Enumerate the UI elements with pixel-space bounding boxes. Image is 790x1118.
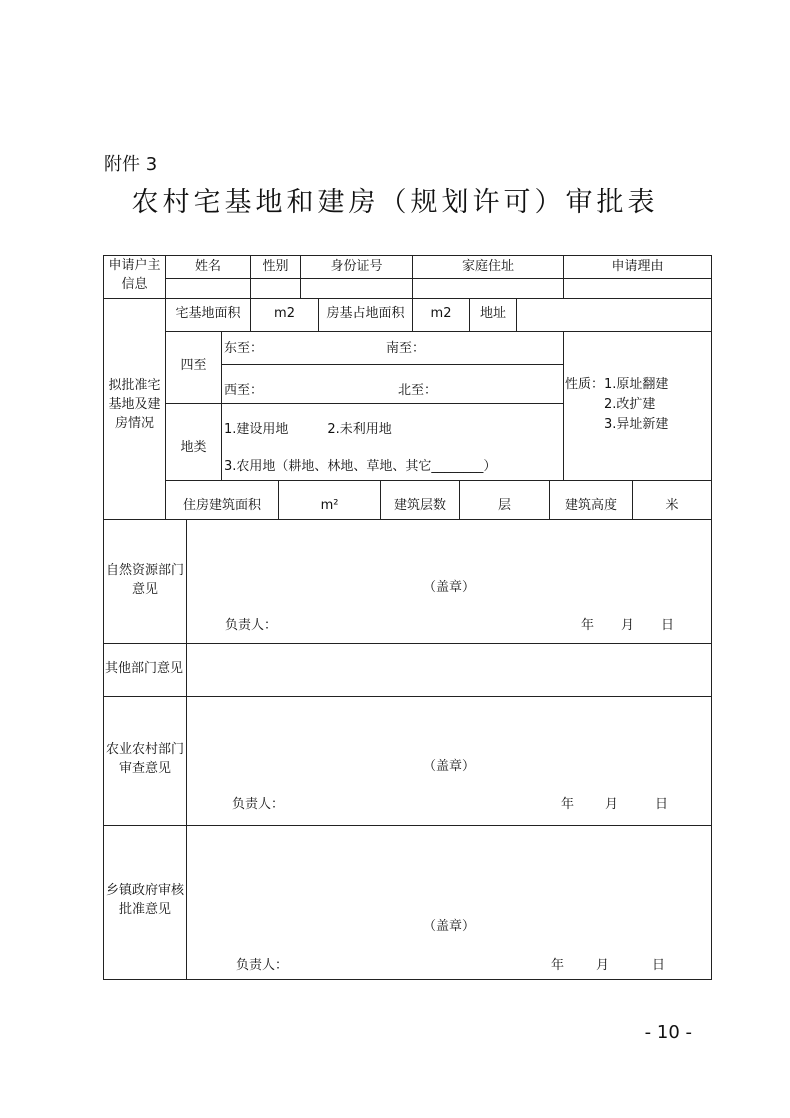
address-label: 地址 xyxy=(479,306,506,321)
date-day: 日 xyxy=(652,958,666,973)
reason-input[interactable] xyxy=(564,279,711,298)
homestead-area-label: 宅基地面积 xyxy=(175,306,241,321)
page-title: 农村宅基地和建房（规划许可）审批表 xyxy=(131,187,659,218)
attachment-label: 附件 3 xyxy=(104,154,158,175)
home-address-input[interactable] xyxy=(413,279,563,298)
col-name: 姓名 xyxy=(194,259,221,274)
seal-label: （盖章） xyxy=(423,759,476,774)
seal-label: （盖章） xyxy=(423,919,476,934)
footprint-label: 房基占地面积 xyxy=(326,306,405,321)
date-year: 年 xyxy=(581,618,595,633)
date-month: 月 xyxy=(621,618,635,633)
footprint-unit: m2 xyxy=(430,306,452,321)
site-section-label: 拟批准宅基地及建房情况 xyxy=(108,378,161,431)
col-reason: 申请理由 xyxy=(611,259,664,274)
township-opinion-label: 乡镇政府审核批准意见 xyxy=(105,883,184,917)
date-month: 月 xyxy=(596,958,610,973)
other-departments-label: 其他部门意见 xyxy=(105,661,184,676)
land-type-label: 地类 xyxy=(180,440,207,455)
east-boundary: 东至： xyxy=(224,341,264,356)
page-number: - 10 - xyxy=(644,1022,692,1043)
nature-label: 性质： xyxy=(565,377,605,392)
nature-option-1: 1.原址翻建 xyxy=(604,377,669,392)
col-id-number: 身份证号 xyxy=(330,259,383,274)
floors-label: 建筑层数 xyxy=(393,498,446,513)
land-type-line-2: 3.农用地（耕地、林地、草地、其它________） xyxy=(224,459,497,474)
gender-input[interactable] xyxy=(251,279,300,298)
boundaries-label: 四至 xyxy=(180,358,207,373)
person-in-charge-label: 负责人： xyxy=(236,958,289,973)
applicant-info-label: 申请户主信息 xyxy=(108,258,161,292)
id-number-input[interactable] xyxy=(301,279,412,298)
north-boundary: 北至： xyxy=(398,383,438,398)
seal-label: （盖章） xyxy=(423,580,476,595)
building-area-unit: m² xyxy=(320,498,339,513)
date-month: 月 xyxy=(605,797,619,812)
natural-resources-opinion-label: 自然资源部门意见 xyxy=(105,563,184,597)
col-home-address: 家庭住址 xyxy=(461,259,514,274)
building-area-label: 住房建筑面积 xyxy=(182,498,261,513)
col-gender: 性别 xyxy=(262,259,289,274)
agriculture-opinion-label: 农业农村部门审查意见 xyxy=(105,742,184,776)
address-input[interactable] xyxy=(517,299,711,331)
date-day: 日 xyxy=(655,797,669,812)
date-year: 年 xyxy=(551,958,565,973)
person-in-charge-label: 负责人： xyxy=(232,797,285,812)
homestead-area-unit: m2 xyxy=(274,306,295,321)
date-day: 日 xyxy=(661,618,675,633)
name-input[interactable] xyxy=(166,279,250,298)
nature-option-3: 3.异址新建 xyxy=(604,417,669,432)
west-boundary: 西至： xyxy=(224,383,264,398)
south-boundary: 南至： xyxy=(386,341,426,356)
height-label: 建筑高度 xyxy=(564,498,617,513)
nature-option-2: 2.改扩建 xyxy=(604,397,656,412)
floors-unit: 层 xyxy=(497,498,511,513)
height-unit: 米 xyxy=(665,498,679,513)
land-type-line-1: 1.建设用地 2.未利用地 xyxy=(224,422,392,437)
date-year: 年 xyxy=(561,797,575,812)
person-in-charge-label: 负责人： xyxy=(225,618,278,633)
